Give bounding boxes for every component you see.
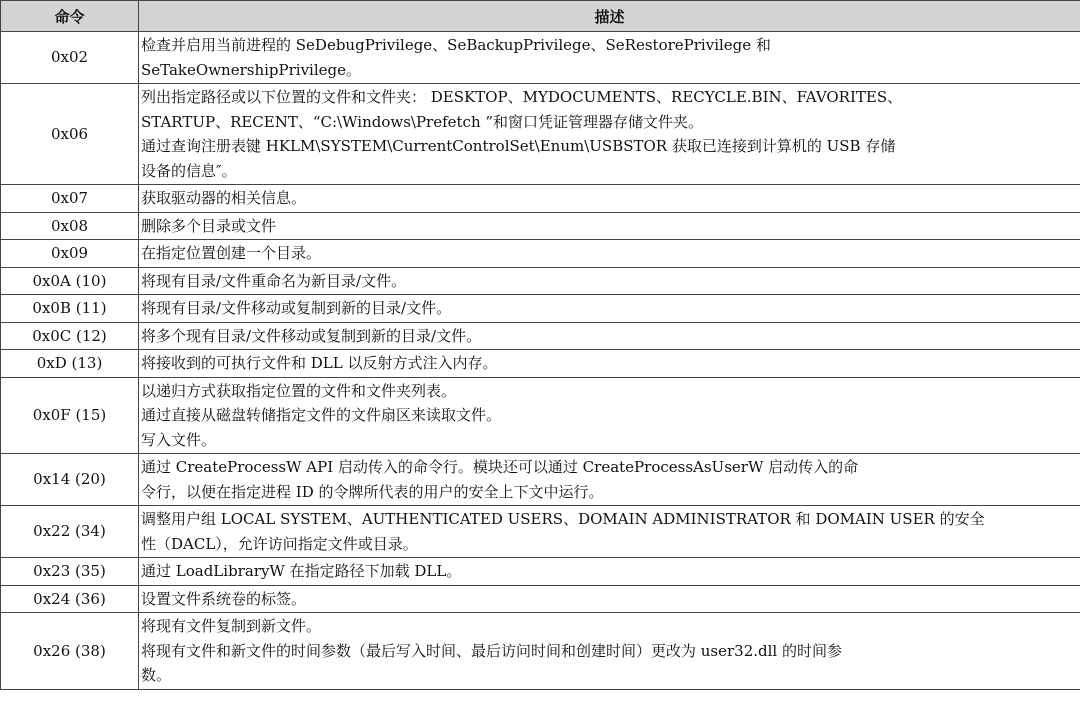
- command-code-cell: 0x07: [1, 185, 139, 213]
- command-description-cell: [139, 350, 1080, 378]
- table-header-row: [1, 1, 1080, 32]
- table-row: [1, 377, 1080, 454]
- table-row: [1, 185, 1080, 213]
- table-row: [1, 454, 1080, 506]
- description-line: 调整用户组 LOCAL SYSTEM、AUTHENTICATED USERS、DOMAIN ADMINISTRATOR 和 DOMAIN USER 的安全: [141, 510, 985, 528]
- description-line: 设备的信息″。: [141, 161, 237, 180]
- command-description-cell: [139, 32, 1080, 84]
- command-description-cell: [139, 185, 1080, 213]
- description-line: 通过查询注册表键 HKLM\SYSTEM\CurrentControlSet\Enum\USBSTOR 获取已连接到计算机的 USB 存储: [141, 137, 896, 155]
- description-line: 将现有目录/文件重命名为新目录/文件。: [141, 271, 407, 290]
- command-code-cell: 0x24 (36): [1, 585, 139, 613]
- description-line: 将现有文件复制到新文件。: [141, 617, 322, 635]
- description-line: 通过 CreateProcessW API 启动传入的命令行。模块还可以通过 CreateProcessAsUserW 启动传入的命: [141, 458, 859, 476]
- table-row: [1, 84, 1080, 185]
- description-line: 将现有目录/文件移动或复制到新的目录/文件。: [141, 299, 452, 317]
- command-description-cell: [139, 506, 1080, 558]
- command-description-cell: [139, 84, 1080, 185]
- description-line: 获取驱动器的相关信息。: [141, 189, 307, 207]
- command-code-cell: 0x09: [1, 240, 139, 268]
- command-code-cell: 0x0B (11): [1, 295, 139, 323]
- description-line: 通过直接从磁盘转储指定文件的文件扇区来读取文件。: [141, 406, 502, 424]
- command-code-cell: 0x26 (38): [1, 613, 139, 690]
- description-line: 性（DACL），允许访问指定文件或目录。: [141, 534, 418, 553]
- command-description-cell: [139, 613, 1080, 690]
- table-row: [1, 585, 1080, 613]
- command-code-cell: 0x0C (12): [1, 322, 139, 350]
- description-line: 设置文件系统卷的标签。: [141, 589, 307, 608]
- description-line: STARTUP、RECENT、“C:\Windows\Prefetch ”和窗口凭证管理器存储文件夹。: [141, 112, 704, 131]
- command-description-cell: [139, 558, 1080, 586]
- table-body: [1, 32, 1080, 690]
- description-line: 写入文件。: [141, 430, 217, 449]
- table-row: [1, 558, 1080, 586]
- description-line: 在指定位置创建一个目录。: [141, 244, 322, 262]
- description-line: 将现有文件和新文件的时间参数（最后写入时间、最后访问时间和创建时间）更改为 user32.dll 的时间参: [141, 641, 842, 660]
- description-line: 将接收到的可执行文件和 DLL 以反射方式注入内存。: [141, 354, 498, 372]
- description-line: 数。: [141, 666, 172, 684]
- command-description-cell: [139, 377, 1080, 454]
- description-line: 删除多个目录或文件: [141, 216, 277, 235]
- command-code-cell: 0x08: [1, 212, 139, 240]
- command-description-cell: [139, 267, 1080, 295]
- command-code-cell: 0x23 (35): [1, 558, 139, 586]
- command-description-cell: [139, 585, 1080, 613]
- command-code-cell: 0x14 (20): [1, 454, 139, 506]
- description-line: 通过 LoadLibraryW 在指定路径下加载 DLL。: [141, 562, 462, 580]
- column-header-description: 描述: [139, 1, 1080, 32]
- description-line: 以递归方式获取指定位置的文件和文件夹列表。: [141, 381, 457, 400]
- column-header-command: 命令: [1, 1, 139, 32]
- command-code-cell: 0xD (13): [1, 350, 139, 378]
- description-line: SeTakeOwnershipPrivilege。: [141, 60, 361, 79]
- command-code-cell: 0x02: [1, 32, 139, 84]
- command-code-cell: 0x0F (15): [1, 377, 139, 454]
- table-row: [1, 295, 1080, 323]
- description-line: 将多个现有目录/文件移动或复制到新的目录/文件。: [141, 326, 482, 345]
- table-row: [1, 613, 1080, 690]
- command-description-cell: [139, 322, 1080, 350]
- table-row: [1, 212, 1080, 240]
- table-row: [1, 506, 1080, 558]
- description-line: 令行，以便在指定进程 ID 的令牌所代表的用户的安全上下文中运行。: [141, 482, 604, 501]
- table-row: [1, 267, 1080, 295]
- table-row: [1, 240, 1080, 268]
- command-code-cell: 0x0A (10): [1, 267, 139, 295]
- command-description-cell: [139, 295, 1080, 323]
- table-row: [1, 32, 1080, 84]
- command-description-cell: [139, 454, 1080, 506]
- command-description-cell: [139, 212, 1080, 240]
- description-line: 列出指定路径或以下位置的文件和文件夹： DESKTOP、MYDOCUMENTS、RECYCLE.BIN、FAVORITES、: [141, 88, 903, 106]
- command-code-cell: 0x06: [1, 84, 139, 185]
- description-line: 检查并启用当前进程的 SeDebugPrivilege、SeBackupPrivilege、SeRestorePrivilege 和: [141, 36, 771, 54]
- command-code-cell: 0x22 (34): [1, 506, 139, 558]
- table-row: [1, 350, 1080, 378]
- command-description-cell: [139, 240, 1080, 268]
- table-row: [1, 322, 1080, 350]
